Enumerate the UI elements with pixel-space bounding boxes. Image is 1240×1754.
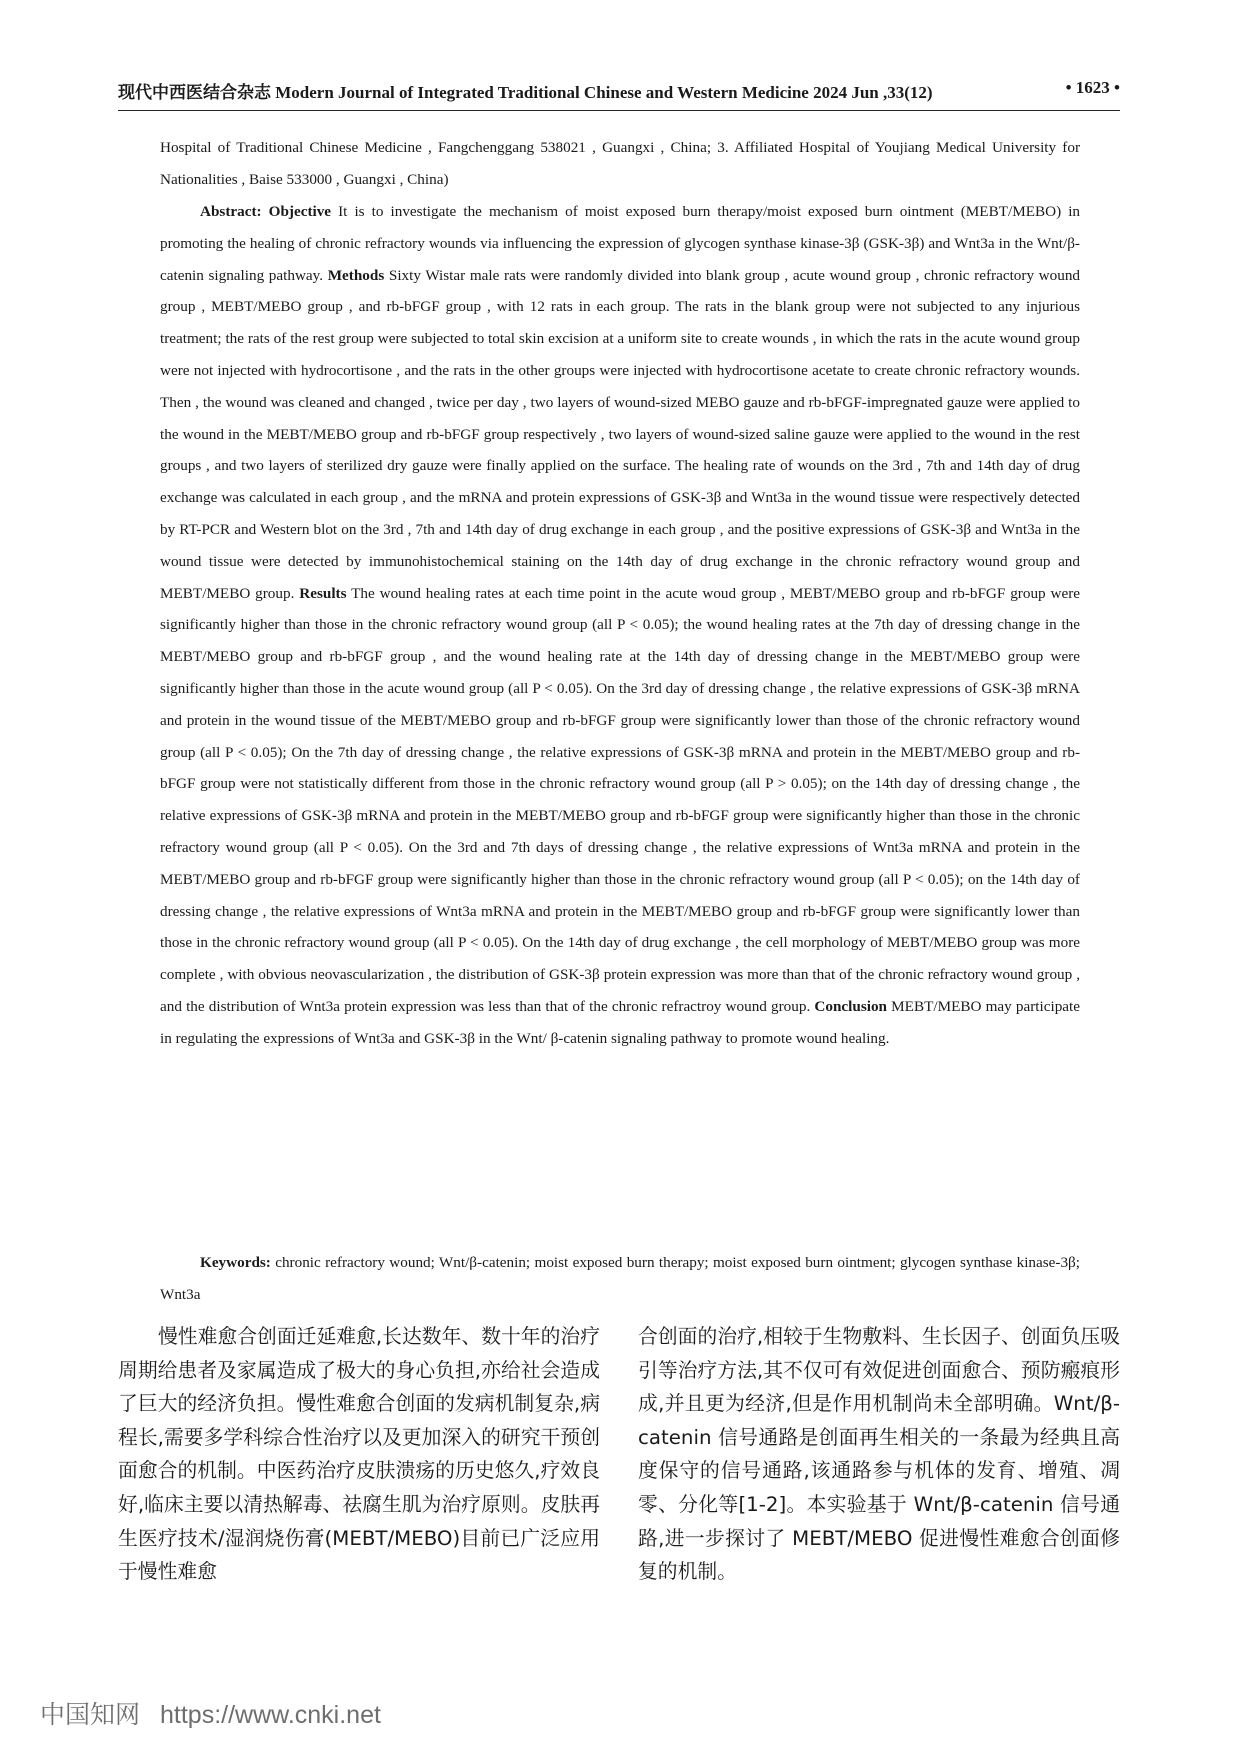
page-number: • 1623 • [1065, 78, 1120, 97]
abstract [160, 196, 1080, 1055]
cnki-watermark [40, 1695, 381, 1731]
results-label: Results [299, 584, 347, 602]
conclusion-text: MEBT/MEBO may participate in regulating the expressions of Wnt3a and GSK-3β in the Wnt/ β-catenin signaling pathway to promote wound healing. [160, 997, 1080, 1047]
body-column-right: 合创面的治疗,相较于生物敷料、生长因子、创面负压吸引等治疗方法,其不仅可有效促进创面愈合、预防瘢痕形成,并且更为经济,但是作用机制尚未全部明确。Wnt/β-catenin 信号通路是创面再生相关的一条最为经典且高度保守的信号通路,该通路参与机体的发育、增殖、凋零、分化等[1-2]。本实验基于 Wnt/β-catenin 信号通路,进一步探讨了 MEBT/MEBO 促进慢性难愈合创面修复的机制。 [638, 1325, 1120, 1584]
watermark-name: 中国知网 [40, 1701, 141, 1729]
keywords [160, 1247, 1080, 1311]
results-text: The wound healing rates at each time point in the acute woud group , MEBT/MEBO group and rb-bFGF group were significantly higher than those in the chronic refractory wound group (all P < 0.05); the wound healing rates at the 7th day of dressing change in the MEBT/MEBO group and rb-bFGF group , and the wound healing rate at the 14th day of dressing change in the MEBT/MEBO group were significantly higher than those in the acute wound group (all P < 0.05). On the 3rd day of dressing change , the relative expressions of GSK-3β mRNA and protein in the wound tissue of the MEBT/MEBO group and rb-bFGF group were significantly lower than those of the chronic refractory wound group (all P < 0.05); On the 7th day of dressing change , the relative expressions of GSK-3β mRNA and protein in the MEBT/MEBO group and rb-bFGF group were not statistically different from those in the chronic refractory wound group (all P > 0.05); on the 14th day of dressing change , the relative expressions of GSK-3β mRNA and protein in the MEBT/MEBO group and rb-bFGF group were significantly higher than those in the chronic refractory wound group (all P < 0.05). On the 3rd and 7th days of dressing change , the relative expressions of Wnt3a mRNA and protein in the MEBT/MEBO group and rb-bFGF group were significantly higher than those in the chronic refractory wound group (all P < 0.05); on the 14th day of dressing change , the relative expressions of Wnt3a mRNA and protein in the MEBT/MEBO group and rb-bFGF group were significantly lower than those in the chronic refractory wound group (all P < 0.05). On the 14th day of drug exchange , the cell morphology of MEBT/MEBO group was more complete , with obvious neovascularization , the distribution of GSK-3β protein expression was more than that of the chronic refractory wound group , and the distribution of Wnt3a protein expression was less than that of the chronic refractroy wound group. [160, 584, 1080, 1015]
methods-text: Sixty Wistar male rats were randomly divided into blank group , acute wound group , chronic refractory wound group , MEBT/MEBO group , and rb-bFGF group , with 12 rats in each group. The rats in the blank group were not subjected to any injurious treatment; the rats of the rest group were subjected to total skin excision at a uniform site to create wounds , in which the rats in the acute wound group were not injected with hydrocortisone , and the rats in the other groups were injected with hydrocortisone acetate to create chronic refractory wounds. Then , the wound was cleaned and changed , twice per day , two layers of wound-sized MEBO gauze and rb-bFGF-impregnated gauze were applied to the wound in the MEBT/MEBO group and rb-bFGF group respectively , two layers of wound-sized saline gauze were applied to the wound in the rest groups , and two layers of sterilized dry gauze were finally applied on the surface. The healing rate of wounds on the 3rd , 7th and 14th day of drug exchange was calculated in each group , and the mRNA and protein expressions of GSK-3β and Wnt3a in the wound tissue were respectively detected by RT-PCR and Western blot on the 3rd , 7th and 14th day of drug exchange in each group , and the positive expressions of GSK-3β and Wnt3a in the wound tissue were detected by immunohistochemical staining on the 14th day of drug exchange in the chronic refractory wound group and MEBT/MEBO group. [160, 266, 1081, 602]
affiliation: Hospital of Traditional Chinese Medicine , Fangchenggang 538021 , Guangxi , China; 3. Affiliated Hospital of Youjiang Medical University for Nationalities , Baise 533000 , Guangxi , China) [160, 139, 1080, 188]
running-header [118, 78, 1120, 104]
objective-label: Objective [268, 203, 332, 220]
body-column-left: 慢性难愈合创面迁延难愈,长达数年、数十年的治疗周期给患者及家属造成了极大的身心负担,亦给社会造成了巨大的经济负担。慢性难愈合创面的发病机制复杂,病程长,需要多学科综合性治疗以及更加深入的研究干预创面愈合的机制。中医药治疗皮肤溃疡的历史悠久,疗效良好,临床主要以清热解毒、祛腐生肌为治疗原则。皮肤再生医疗技术/湿润烧伤膏(MEBT/MEBO)目前已广泛应用于慢性难愈 [118, 1325, 600, 1584]
journal-title: 现代中西医结合杂志 Modern Journal of Integrated Traditional Chinese and Western Medicine 2024 Jun ,33(12) [118, 83, 933, 102]
keywords-label: Keywords: [200, 1254, 271, 1271]
methods-label: Methods [327, 266, 385, 284]
header-rule [118, 110, 1120, 111]
watermark-url: https://www.cnki.net [160, 1701, 381, 1729]
objective-text: It is to investigate the mechanism of moist exposed burn therapy/moist exposed burn ointment (MEBT/MEBO) in promoting the healing of chronic refractory wounds via influencing the expression of glycogen synthase kinase-3β (GSK-3β) and Wnt3a in the Wnt/β-catenin signaling pathway. [160, 203, 1081, 284]
abstract-label: Abstract: [200, 203, 262, 220]
conclusion-label: Conclusion [814, 997, 888, 1015]
keywords-text: chronic refractory wound; Wnt/β-catenin; moist exposed burn therapy; moist exposed burn ointment; glycogen synthase kinase-3β; Wnt3a [160, 1254, 1080, 1303]
